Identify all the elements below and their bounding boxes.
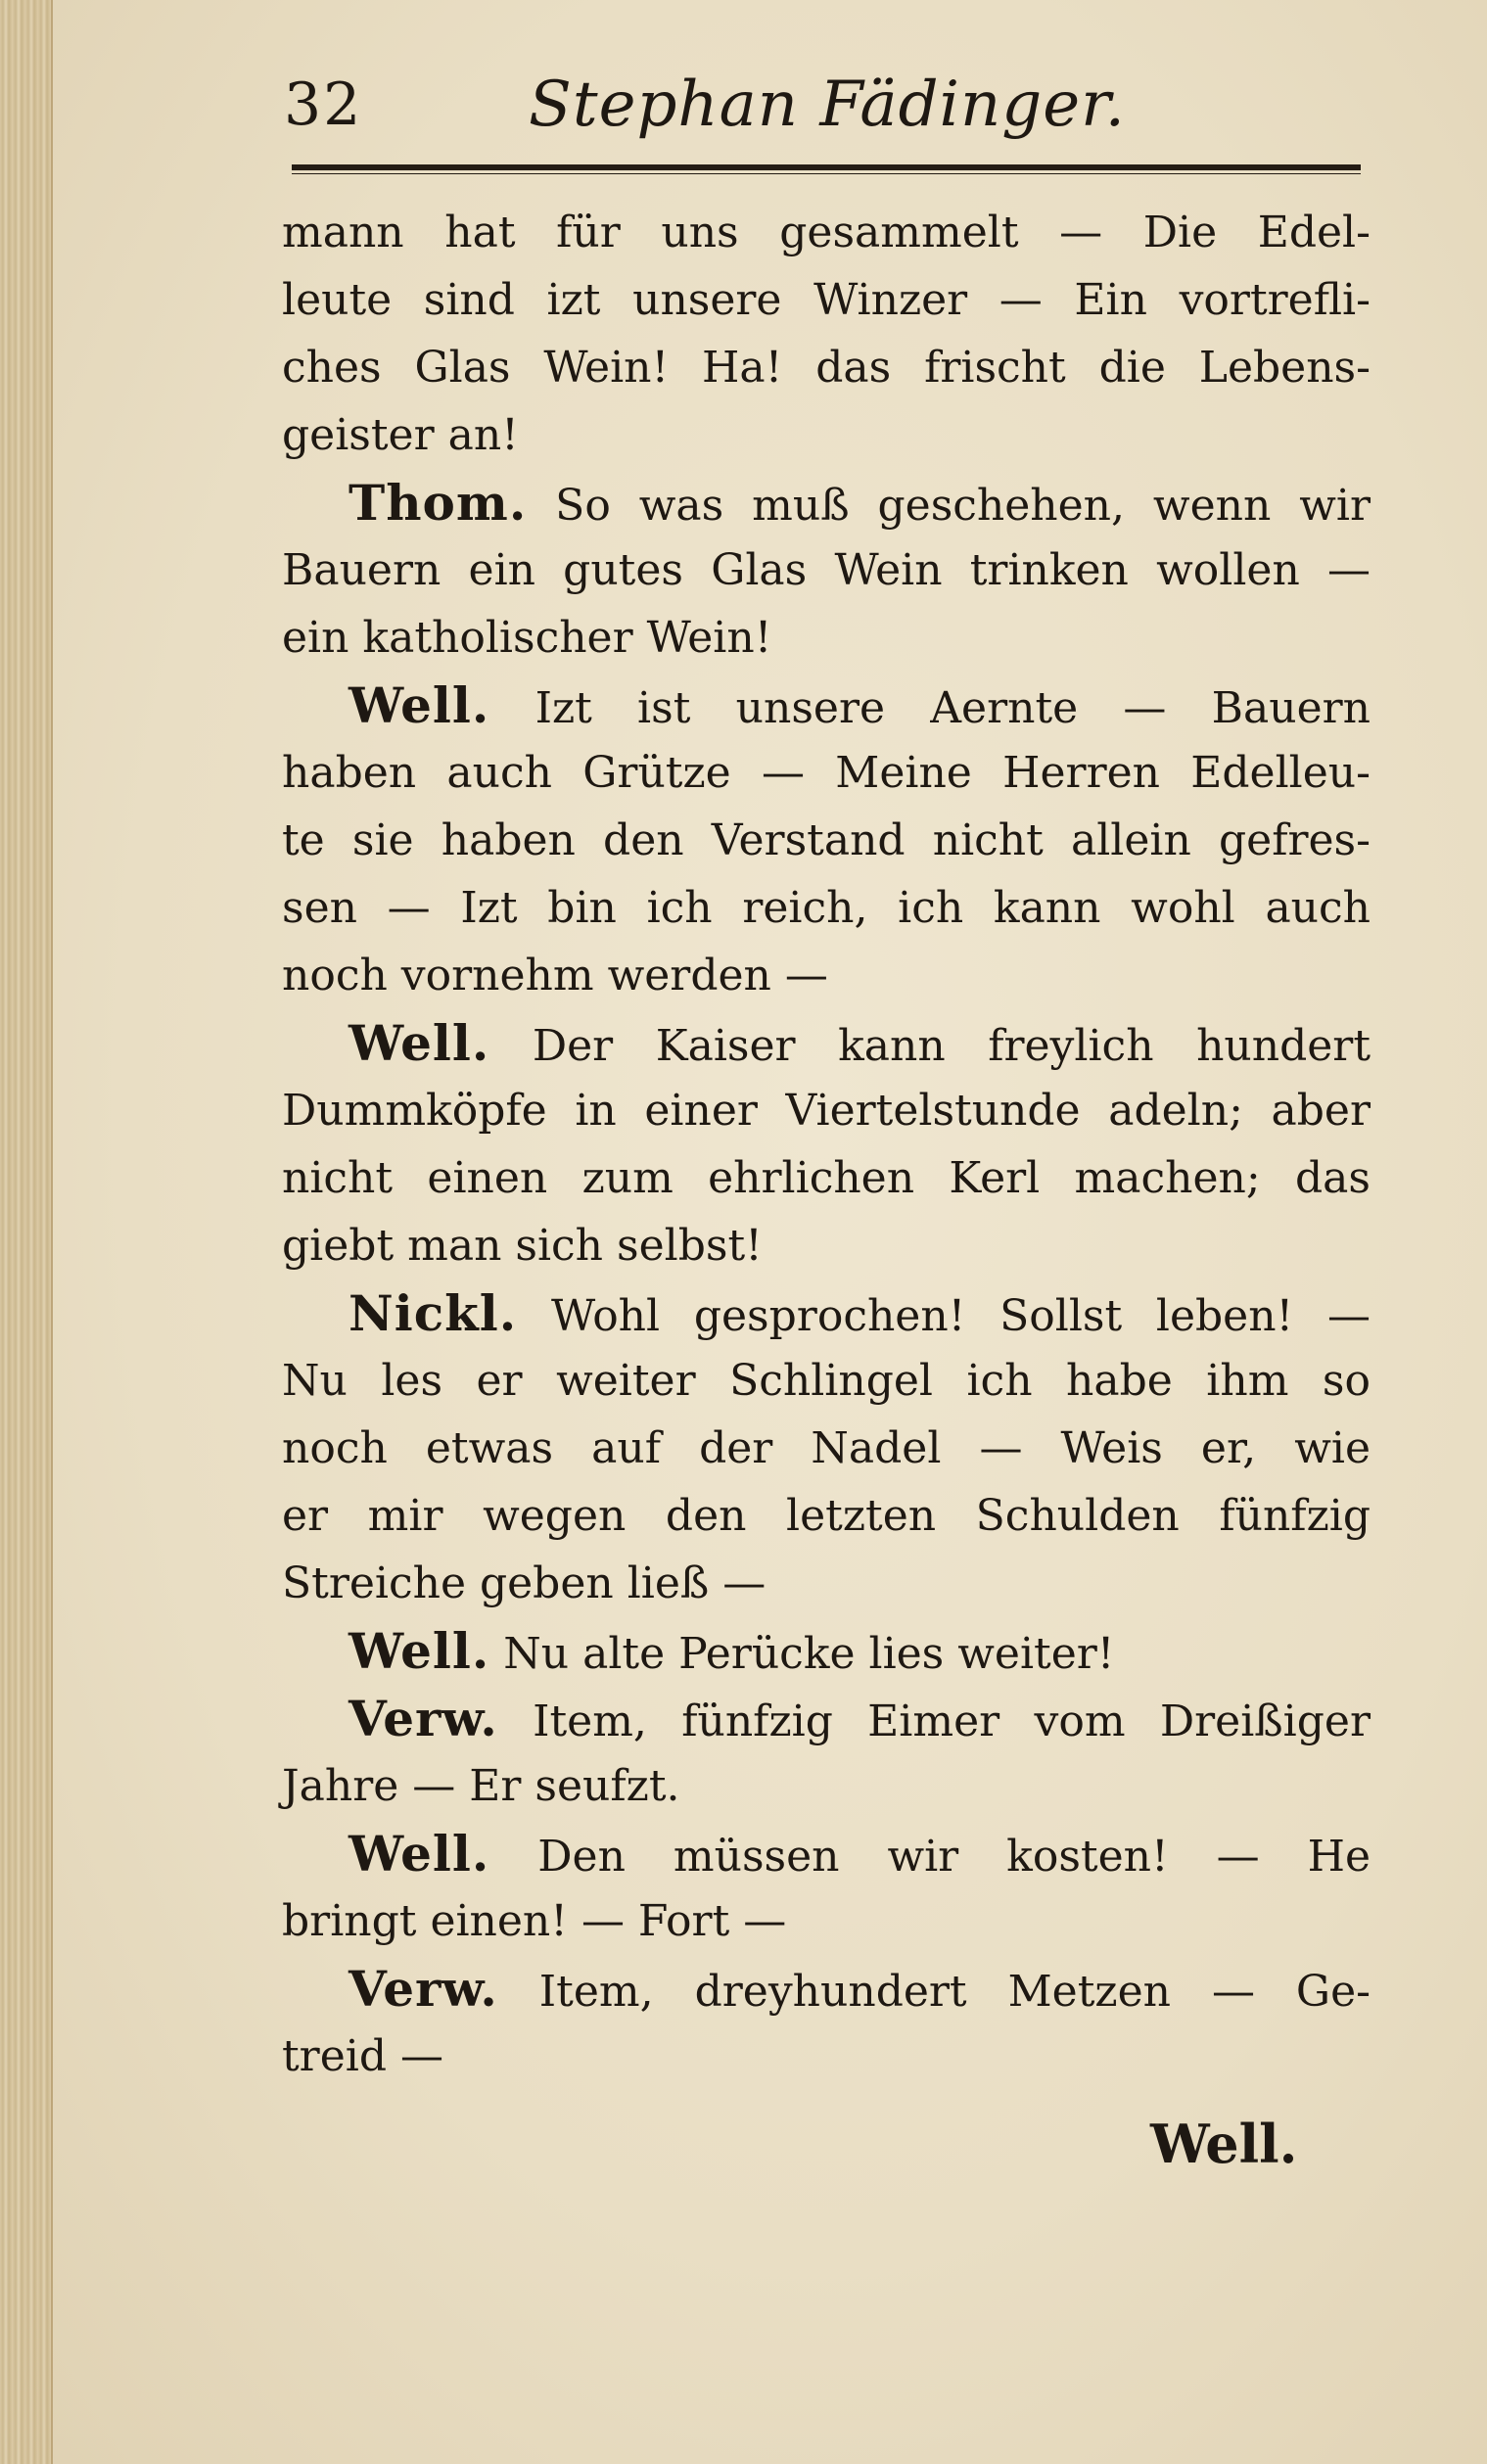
line-text: Nu les er weiter Schlingel ich habe ihm so [282,1356,1371,1406]
line-text: leute sind izt unsere Winzer — Ein vortrefli- [282,275,1371,325]
line-text: noch vornehm werden — [282,951,828,1000]
text-line [282,1550,1371,1617]
line-text: Wohl gesprochen! Sollst leben! — [550,1291,1371,1341]
text-line [282,672,1371,739]
line-text: giebt man sich selbst! [282,1221,763,1271]
speaker-name: Verw. [349,1690,498,1747]
text-line [282,1820,1371,1887]
line-text: Dummköpfe in einer Viertelstunde adeln; aber [282,1086,1371,1136]
speaker-name: Well. [349,676,490,734]
line-text: mann hat für uns gesammelt — Die Edel- [282,208,1371,257]
line-text: So was muß geschehen, wenn wir [555,481,1371,531]
text-line [282,1887,1371,1955]
line-text: Bauern ein gutes Glas Wein trinken wollen — [282,545,1371,595]
line-text: Item, fünfzig Eimer vom Dreißiger [533,1697,1371,1746]
text-line [282,1955,1371,2022]
text-line [282,942,1371,1009]
text-line [282,1685,1371,1752]
line-text: Den müssen wir kosten! — He [537,1832,1371,1882]
line-text: bringt einen! — Fort — [282,1896,787,1946]
running-title: Stephan Fädinger. [529,69,1126,141]
text-line [282,1347,1371,1415]
speaker-name: Well. [349,1622,490,1680]
text-line [282,1415,1371,1482]
running-head [284,61,1371,159]
speaker-name: Verw. [349,1960,498,2018]
line-text: treid — [282,2031,443,2081]
text-line [282,1009,1371,1077]
line-text: ches Glas Wein! Ha! das frischt die Lebens- [282,343,1371,393]
line-text: Jahre — Er seufzt. [282,1761,680,1811]
text-line [282,2022,1371,2090]
catchword: Well. [1150,2113,1298,2175]
text-line [282,1077,1371,1144]
text-line [282,1279,1371,1347]
text-line [282,199,1371,266]
header-rule [292,164,1361,174]
line-text: ein katholischer Wein! [282,613,772,663]
line-text: te sie haben den Verstand nicht allein gefres- [282,815,1371,865]
speaker-name: Well. [349,1825,490,1883]
text-line [282,1144,1371,1212]
speaker-name: Thom. [349,474,528,532]
line-text: sen — Izt bin ich reich, ich kann wohl auch [282,883,1371,933]
line-text: Item, dreyhundert Metzen — Ge- [538,1967,1371,2017]
speaker-name: Nickl. [349,1284,518,1342]
text-line [282,1212,1371,1279]
line-text: Der Kaiser kann freylich hundert [532,1021,1371,1071]
book-gutter [0,0,53,2464]
text-line [282,334,1371,401]
line-text: geister an! [282,410,519,460]
text-line [282,469,1371,536]
text-line [282,874,1371,942]
text-line [282,604,1371,672]
line-text: nicht einen zum ehrlichen Kerl machen; das [282,1153,1371,1203]
body-text [282,199,1371,2090]
page-number: 32 [284,70,363,139]
text-line [282,1617,1371,1685]
line-text: noch etwas auf der Nadel — Weis er, wie [282,1423,1371,1473]
line-text: Nu alte Perücke lies weiter! [503,1629,1115,1679]
text-line [282,1752,1371,1820]
text-line [282,266,1371,334]
text-line [282,401,1371,469]
line-text: Izt ist unsere Aernte — Bauern [534,683,1371,733]
text-line [282,739,1371,807]
text-line [282,536,1371,604]
line-text: Streiche geben ließ — [282,1558,767,1608]
text-line [282,1482,1371,1550]
line-text: er mir wegen den letzten Schulden fünfzig [282,1491,1371,1541]
speaker-name: Well. [349,1014,490,1072]
line-text: haben auch Grütze — Meine Herren Edelleu- [282,748,1371,798]
text-line [282,807,1371,874]
